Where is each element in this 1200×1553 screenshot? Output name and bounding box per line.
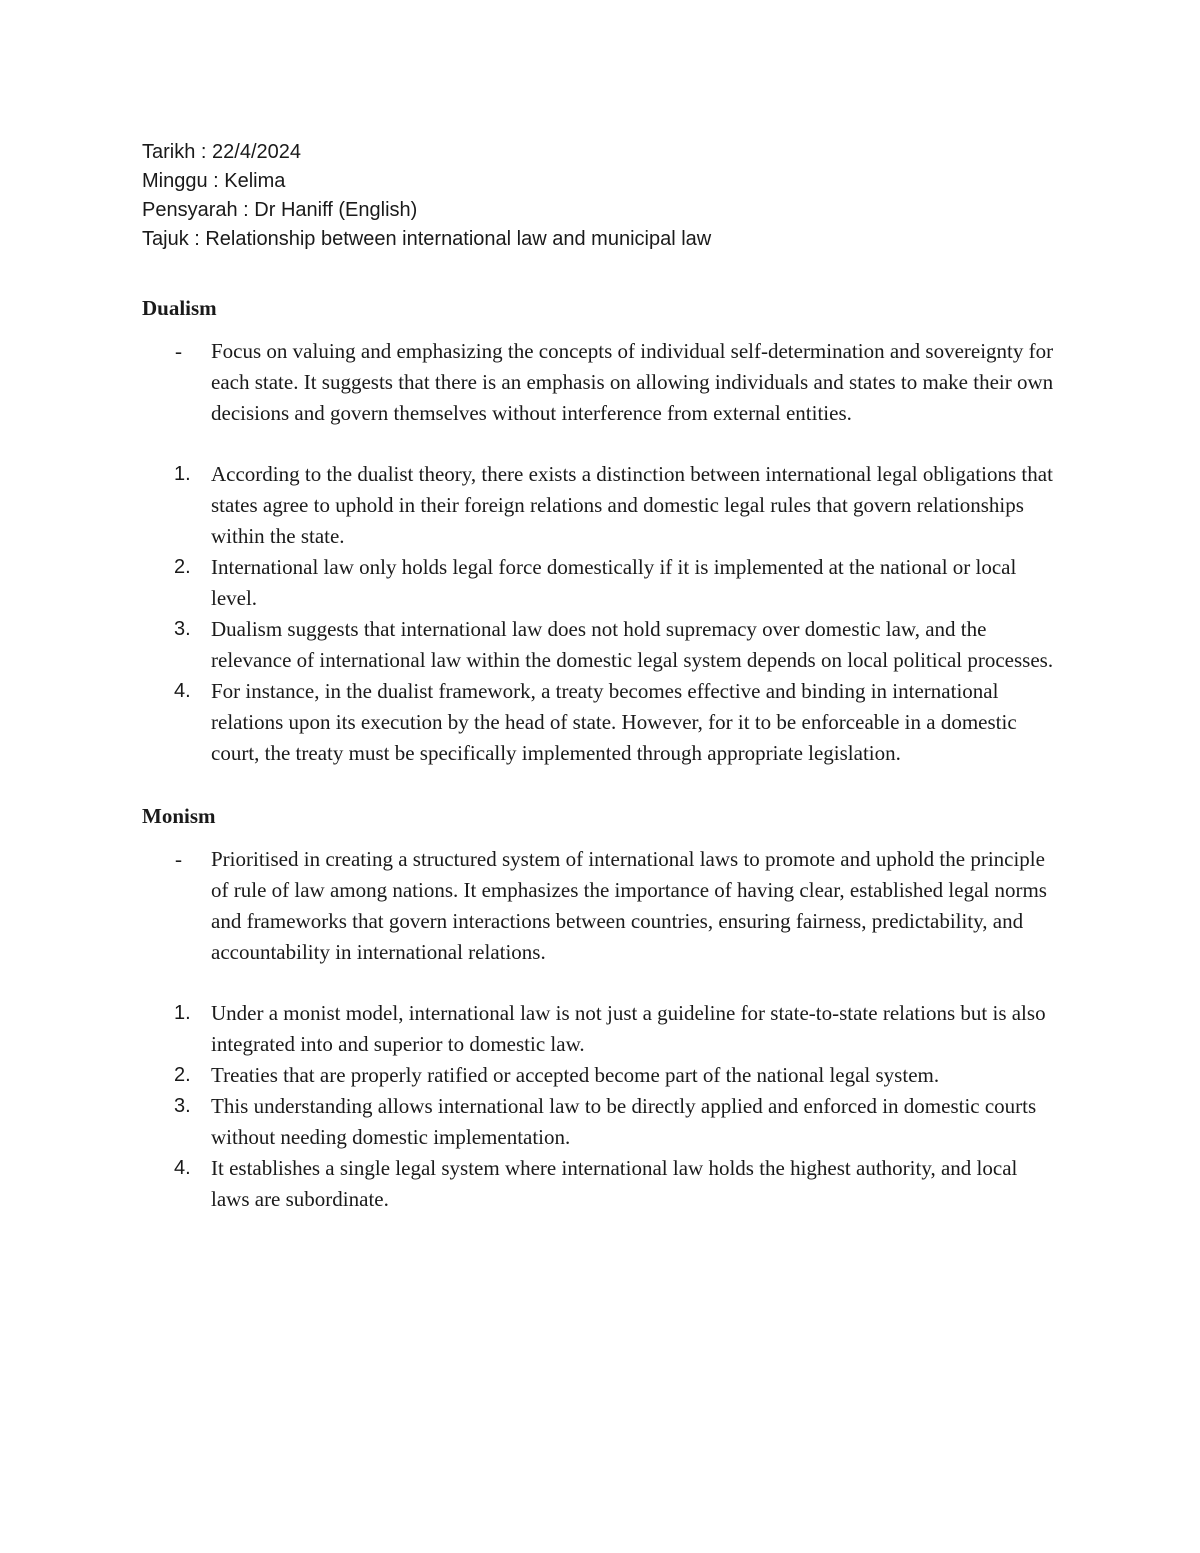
monism-points-list xyxy=(142,998,1082,1215)
dualism-section xyxy=(142,293,1082,769)
list-item xyxy=(142,552,1082,614)
monism-section xyxy=(142,801,1082,1215)
list-item-text: This understanding allows international law to be directly applied and enforced in domestic courts without needing domestic implementation. xyxy=(211,1094,1037,1149)
list-item xyxy=(142,998,1082,1060)
section-heading-dualism: Dualism xyxy=(142,296,217,320)
dualism-summary-text: Focus on valuing and emphasizing the concepts of individual self-determination and sovereignty for each state. It suggests that there is an emphasis on allowing individuals and states to make their own decisions and govern themselves without interference from external entities. xyxy=(211,339,1054,425)
document-page xyxy=(142,138,1082,1215)
monism-summary-item xyxy=(142,844,1082,968)
list-item-text: Dualism suggests that international law does not hold supremacy over domestic law, and the relevance of international law within the domestic legal system depends on local political processes. xyxy=(211,617,1054,672)
monism-summary-list xyxy=(142,844,1082,968)
list-item-text: Under a monist model, international law is not just a guideline for state-to-state relations but is also integrated into and superior to domestic law. xyxy=(211,1001,1046,1056)
dualism-summary-list xyxy=(142,336,1082,429)
list-item xyxy=(142,676,1082,769)
lecturer-line: Pensyarah : Dr Haniff (English) xyxy=(142,199,418,221)
dualism-summary-item xyxy=(142,336,1082,429)
list-number: 4. xyxy=(174,680,191,702)
list-item-text: For instance, in the dualist framework, a treaty becomes effective and binding in international relations upon its execution by the head of state. However, for it to be enforceable in a domestic court, the treaty must be specifically implemented through appropriate legislation. xyxy=(211,679,1017,765)
list-item-text: According to the dualist theory, there exists a distinction between international legal obligations that states agree to uphold in their foreign relations and domestic legal rules that govern relationships within the state. xyxy=(211,462,1053,548)
list-item xyxy=(142,1091,1082,1153)
dualism-points-list xyxy=(142,459,1082,769)
list-number: 3. xyxy=(174,618,191,640)
list-item xyxy=(142,614,1082,676)
topic-line: Tajuk : Relationship between international law and municipal law xyxy=(142,228,712,250)
list-number: 1. xyxy=(174,1002,191,1024)
list-number: 2. xyxy=(174,556,191,578)
list-item xyxy=(142,1060,1082,1091)
list-item-text: Treaties that are properly ratified or accepted become part of the national legal system. xyxy=(211,1063,940,1087)
monism-summary-text: Prioritised in creating a structured system of international laws to promote and uphold the principle of rule of law among nations. It emphasizes the importance of having clear, established legal norms and frameworks that govern interactions between countries, ensuring fairness, predictability, and accountability in international relations. xyxy=(211,847,1047,964)
list-number: 1. xyxy=(174,463,191,485)
note-header xyxy=(142,138,1082,254)
list-number: 4. xyxy=(174,1157,191,1179)
section-heading-monism: Monism xyxy=(142,804,216,828)
list-item xyxy=(142,459,1082,552)
list-number: 3. xyxy=(174,1095,191,1117)
list-item xyxy=(142,1153,1082,1215)
list-number: 2. xyxy=(174,1064,191,1086)
week-line: Minggu : Kelima xyxy=(142,170,286,192)
dash-marker: - xyxy=(175,339,182,363)
date-line: Tarikh : 22/4/2024 xyxy=(142,141,301,163)
list-item-text: It establishes a single legal system where international law holds the highest authority, and local laws are subordinate. xyxy=(211,1156,1018,1211)
dash-marker: - xyxy=(175,847,182,871)
list-item-text: International law only holds legal force domestically if it is implemented at the national or local level. xyxy=(211,555,1017,610)
